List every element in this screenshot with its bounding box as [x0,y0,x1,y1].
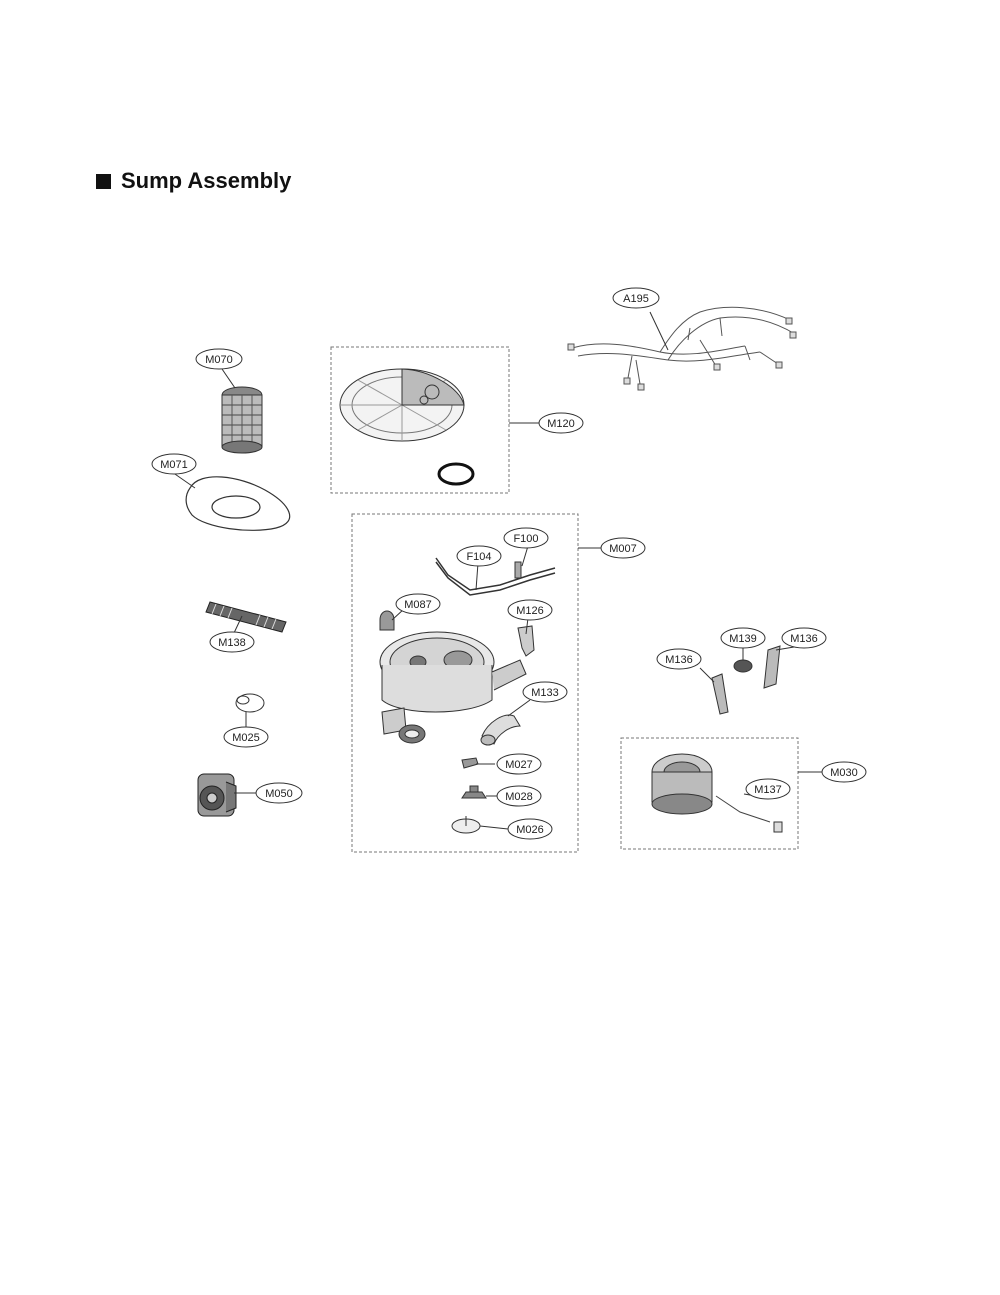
micro-filter-part [340,369,473,484]
callout-label-m133: M133 [531,687,559,699]
filter-cartridge-part [222,387,262,453]
callout-label-m126: M126 [516,605,544,617]
section-title-text: Sump Assembly [121,168,292,193]
callout-m138[interactable] [210,632,254,652]
callout-label-m136-right: M136 [790,633,818,645]
callout-label-a195: A195 [623,293,649,305]
callout-m136-right[interactable] [782,628,826,648]
callout-m027[interactable] [497,754,541,774]
callout-m133[interactable] [523,682,567,702]
elbow-hose-part [481,715,520,745]
callout-label-m027: M027 [505,759,533,771]
leader-lines [172,312,822,829]
callout-m137[interactable] [746,779,790,799]
callout-label-m137: M137 [754,784,782,796]
callout-label-m138: M138 [218,637,246,649]
callout-m070[interactable] [196,349,242,369]
callout-a195[interactable] [613,288,659,308]
callout-label-m030: M030 [830,767,858,779]
callout-m026[interactable] [508,819,552,839]
spray-arm-pipe-part [436,558,555,595]
callout-label-m087: M087 [404,599,432,611]
callout-m126[interactable] [508,600,552,620]
callout-label-m139: M139 [729,633,757,645]
callout-m120[interactable] [539,413,583,433]
o-ring-part [236,694,264,712]
callout-label-m028: M028 [505,791,533,803]
sensor-part [462,758,478,768]
callout-label-f104: F104 [466,551,492,563]
clip-part [380,611,394,630]
cap-part [452,816,480,833]
callout-m139[interactable] [721,628,765,648]
callout-label-f100: F100 [513,533,539,545]
callout-label-m120: M120 [547,418,575,430]
callout-label-m025: M025 [232,732,260,744]
callout-m050[interactable] [256,783,302,803]
callout-m136-left[interactable] [657,649,701,669]
callout-m007[interactable] [601,538,645,558]
callout-m030[interactable] [822,762,866,782]
callout-m071[interactable] [152,454,196,474]
callout-label-m050: M050 [265,788,293,800]
valve-part [462,786,486,798]
callout-label-m026: M026 [516,824,544,836]
callout-m025[interactable] [224,727,268,747]
callout-m087[interactable] [396,594,440,614]
wire-harness-part [568,307,796,390]
callout-m028[interactable] [497,786,541,806]
callout-f100[interactable] [504,528,548,548]
drain-pump-part [198,774,236,816]
callout-f104[interactable] [457,546,501,566]
hinge-bracket-part [712,646,780,714]
callout-label-m071: M071 [160,459,188,471]
sump-gasket-part [186,477,290,531]
callout-label-m007: M007 [609,543,637,555]
callout-label-m136-left: M136 [665,654,693,666]
callout-label-m070: M070 [205,354,233,366]
corrugated-hose-part [206,602,286,632]
